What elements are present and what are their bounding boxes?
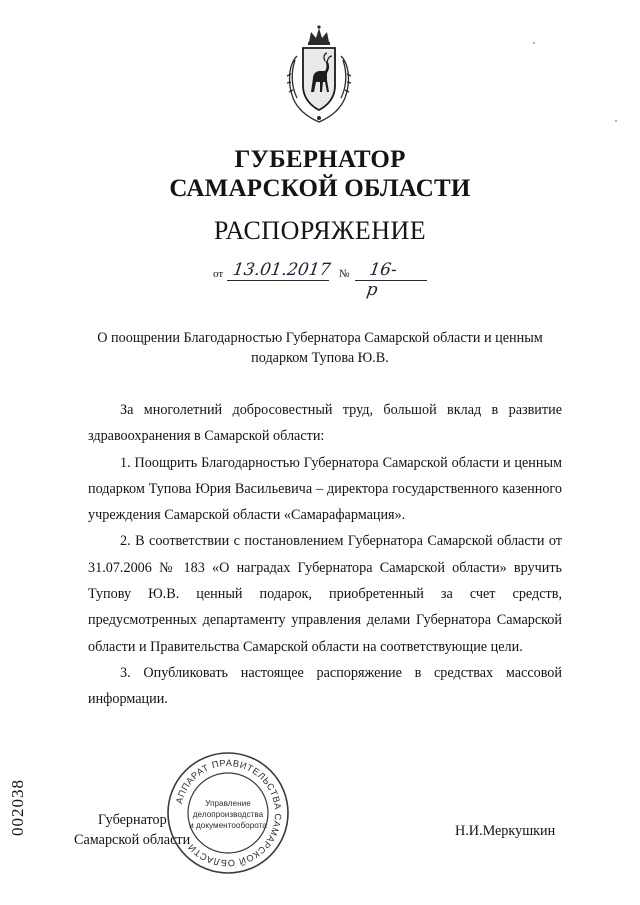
body-item-1: 1. Поощрить Благодарностью Губернатора Самарской области и ценным подарком Тупова Юрия Васильевича – директора государственного казенного учреждения Самарской области «Самарафармация».	[88, 454, 562, 524]
scan-speck	[533, 42, 535, 44]
coat-of-arms-icon	[283, 24, 355, 126]
document-subject	[40, 328, 600, 368]
document-body	[88, 397, 562, 713]
crown-icon	[308, 25, 330, 45]
handwritten-date: 13.01.2017	[231, 260, 332, 280]
body-intro: За многолетний добросовестный труд, большой вклад в развитие здравоохранения в Самарской области:	[88, 402, 562, 445]
document-type: РАСПОРЯЖЕНИЕ	[213, 216, 427, 245]
stamp-center-line1: Управление	[205, 799, 251, 808]
stamp-center-line3: и документооборота	[189, 821, 267, 830]
date-prefix: от	[213, 268, 224, 280]
stamp-ring-text: АППАРАТ ПРАВИТЕЛЬСТВА САМАРСКОЙ ОБЛАСТИ	[173, 757, 284, 869]
signatory-position-line1: Губернатор	[98, 812, 167, 828]
subject-line1: О поощрении Благодарностью Губернатора Самарской области и ценным	[97, 330, 543, 346]
registration-number: 002038	[8, 779, 27, 836]
stamp-center-line2: делопроизводства	[192, 810, 264, 819]
signatory-position-line2: Самарской области	[74, 832, 191, 848]
issuer-title-line1: ГУБЕРНАТОР	[234, 146, 406, 173]
date-underline	[227, 280, 329, 281]
number-prefix: №	[339, 268, 350, 280]
scan-speck	[615, 120, 617, 122]
handwritten-number: 16-р	[365, 260, 399, 300]
subject-line2: подарком Тупова Ю.В.	[251, 350, 389, 366]
issuer-title-line2: САМАРСКОЙ ОБЛАСТИ	[169, 175, 471, 202]
signatory-name: Н.И.Меркушкин	[455, 823, 556, 839]
official-stamp	[165, 750, 291, 876]
body-item-3: 3. Опубликовать настоящее распоряжение в средствах массовой информации.	[88, 664, 562, 708]
body-item-2: 2. В соответствии с постановлением Губернатора Самарской области от 31.07.2006 № 183 «О наградах Губернатора Самарской области» вручить Тупову Ю.В. ценный подарок, приобретенный за счет средств, предусмотренных департаменту управления делами Губернатора Самарской области и Правительства Самарской области на соответствующие цели.	[88, 533, 562, 655]
